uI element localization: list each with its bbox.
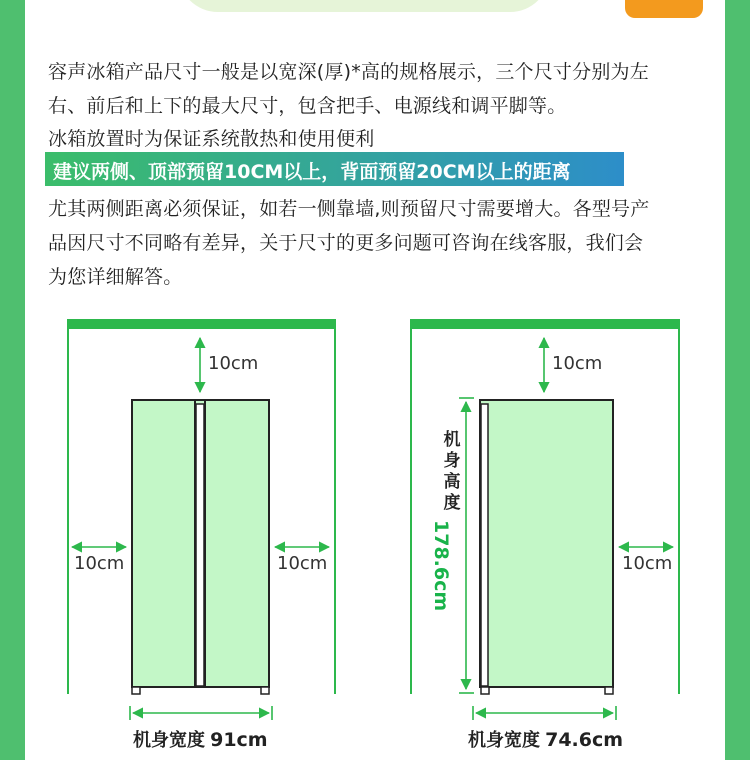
height-value: 178.6cm [430,520,452,612]
intro-line-1: 容声冰箱产品尺寸一般是以宽深(厚)*高的规格展示，三个尺寸分别为左 [48,61,649,83]
height-label-char: 度 [443,493,461,513]
right-top-wall [410,319,680,329]
height-label-char: 机 [443,430,461,450]
right-top-clearance-label: 10cm [552,353,603,374]
left-left-clearance-label: 10cm [74,553,125,574]
right-width-caption [468,726,623,752]
intro-line-4: 尤其两侧距离必须保证，如若一侧靠墙,则预留尺寸需要增大。各型号产 [48,198,650,220]
left-right-clearance-label: 10cm [277,553,328,574]
height-label [442,430,462,514]
left-width-value: 91cm [210,729,268,751]
clearance-highlight-text: 建议两侧、顶部预留10CM以上，背面预留20CM以上的距离 [53,161,571,183]
right-width-value: 74.6cm [545,729,624,751]
intro-line-6: 为您详细解答。 [48,266,183,288]
right-fridge-body [480,400,613,694]
right-width-label: 机身宽度 [468,730,540,751]
height-label-char: 高 [443,472,461,492]
left-top-clearance-label: 10cm [208,353,259,374]
intro-line-3: 冰箱放置时为保证系统散热和使用便利 [48,128,375,150]
intro-line-5: 品因尺寸不同略有差异，关于尺寸的更多问题可咨询在线客服，我们会 [48,232,644,254]
left-width-label: 机身宽度 [133,730,205,751]
right-right-clearance-label: 10cm [622,553,673,574]
intro-line-2: 右、前后和上下的最大尺寸，包含把手、电源线和调平脚等。 [48,95,567,117]
height-label-char: 身 [443,451,461,471]
